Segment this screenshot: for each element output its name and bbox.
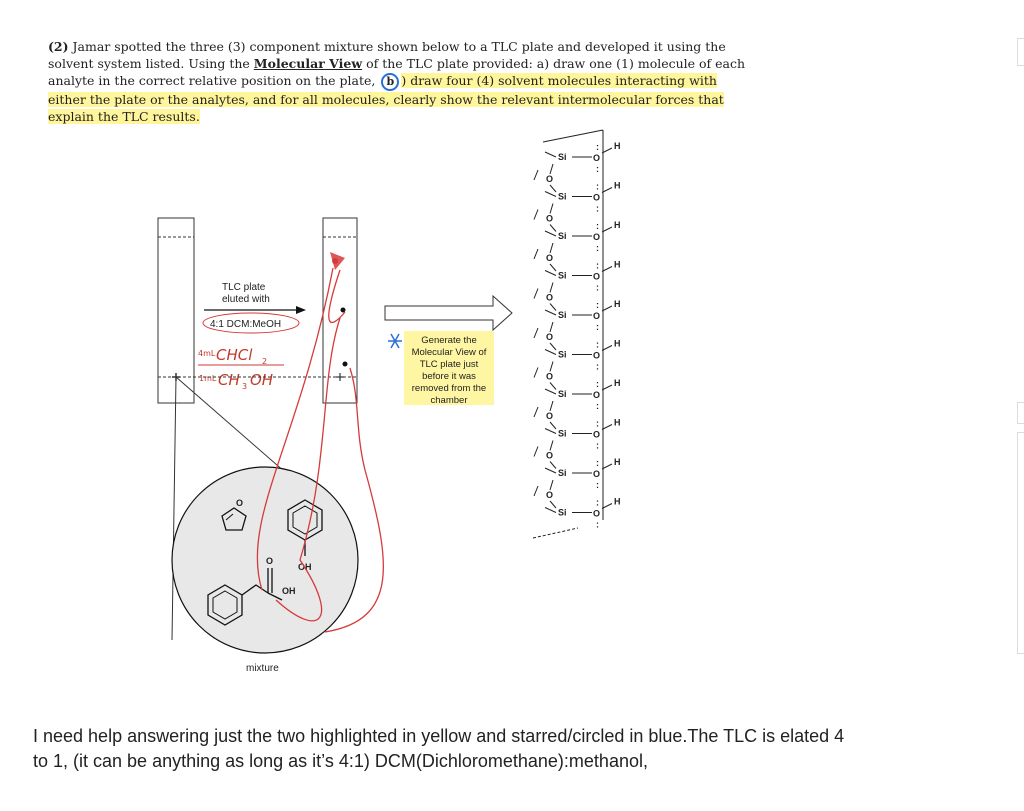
dangling-bond bbox=[534, 328, 538, 338]
bridge-bond-upper bbox=[550, 204, 553, 214]
silanol-o-atom: O bbox=[593, 390, 601, 400]
o-label-1: O bbox=[236, 498, 244, 508]
hand-line-2: CH bbox=[218, 371, 240, 389]
help-text: I need help answering just the two highlighted in yellow and starred/circled in blue.The TLC is elated 4 to 1, (it can be anything as long as it’s 4:1) DCM(Dichloromethane):methanol, bbox=[33, 726, 845, 771]
si-bond-upper bbox=[545, 192, 556, 197]
part-b-highlight: ) draw four (4) solvent molecules interacting with either the plate or the analytes, and for all molecules, clearly show the relevant intermolecular forces that explain the TLC results. bbox=[48, 73, 724, 124]
bridge-bond-upper bbox=[550, 322, 553, 332]
bridge-o-atom: O bbox=[546, 213, 554, 224]
silanol-h-atom: H bbox=[614, 378, 621, 388]
si-bond-upper bbox=[545, 310, 556, 315]
lone-pair-bottom: : bbox=[596, 203, 599, 214]
si-bond-upper bbox=[545, 271, 556, 276]
hand-prefix-1: 4mL bbox=[198, 349, 216, 358]
si-atom: Si bbox=[558, 191, 567, 202]
mixture-zoom bbox=[172, 377, 358, 674]
dangling-bond bbox=[534, 289, 538, 299]
bridge-bond-lower bbox=[550, 501, 556, 508]
lone-pair-bottom: : bbox=[596, 243, 599, 253]
dangling-bond bbox=[534, 447, 538, 457]
o-label-2: O bbox=[266, 556, 274, 566]
lone-pair-bottom: : bbox=[596, 322, 599, 332]
plate-label-1: TLC plate bbox=[222, 282, 266, 293]
si-atom: Si bbox=[558, 428, 567, 439]
lone-pair-top: : bbox=[596, 221, 599, 231]
bridge-o-atom: O bbox=[546, 253, 554, 263]
hand-sub-2: 3 bbox=[242, 382, 248, 391]
si-atom: Si bbox=[558, 468, 567, 478]
bridge-bond-upper bbox=[550, 243, 553, 253]
question-text-2: of the TLC plate provided: a) draw one (1) molecule of each analyte in the correct relative position on the plate, bbox=[48, 56, 746, 88]
spot-middle bbox=[341, 308, 346, 313]
bridge-bond-upper bbox=[550, 480, 553, 490]
handwritten-notes bbox=[198, 346, 284, 391]
right-edge-tab-1 bbox=[1017, 38, 1024, 66]
silanol-h-atom: H bbox=[614, 338, 621, 349]
silanol-o-atom: O bbox=[593, 192, 601, 203]
si-atom: Si bbox=[558, 152, 567, 162]
oh-label-1: OH bbox=[298, 562, 312, 572]
bridge-bond-upper bbox=[550, 164, 553, 174]
hand-line-1: CHCl bbox=[216, 346, 253, 364]
si-atom: Si bbox=[558, 389, 567, 399]
silanol-o-atom: O bbox=[593, 469, 601, 479]
part-b-circled: b bbox=[381, 73, 399, 91]
si-atom: Si bbox=[558, 270, 567, 281]
generate-line-4: before it was bbox=[422, 371, 476, 382]
generate-line-6: chamber bbox=[430, 395, 468, 406]
lone-pair-top: : bbox=[596, 339, 599, 350]
lone-pair-bottom: : bbox=[596, 519, 599, 530]
silanol-h-atom: H bbox=[614, 141, 621, 151]
dangling-bond bbox=[534, 368, 538, 378]
silanol-h-atom: H bbox=[614, 299, 621, 309]
si-bond-upper bbox=[545, 468, 556, 473]
question-number: (2) bbox=[48, 39, 69, 54]
bridge-o-atom: O bbox=[546, 490, 554, 500]
dangling-bond bbox=[534, 249, 538, 259]
lone-pair-bottom: : bbox=[596, 282, 599, 293]
lone-pair-bottom: : bbox=[596, 361, 599, 372]
bridge-bond-lower bbox=[550, 383, 556, 390]
elution-label bbox=[203, 282, 306, 333]
lone-pair-bottom: : bbox=[596, 164, 599, 174]
hand-sub-1: 2 bbox=[262, 357, 268, 366]
dangling-bond bbox=[534, 407, 538, 417]
si-atom: Si bbox=[558, 231, 567, 241]
blue-star-mark bbox=[388, 334, 402, 348]
bridge-o-atom: O bbox=[546, 174, 554, 184]
lone-pair-top: : bbox=[596, 181, 599, 192]
silanol-h-atom: H bbox=[614, 457, 621, 467]
dangling-bond bbox=[534, 210, 538, 220]
molecular-view-term: Molecular View bbox=[253, 56, 363, 71]
lone-pair-top: : bbox=[596, 497, 599, 508]
generate-line-3: TLC plate just bbox=[419, 359, 479, 370]
bridge-bond-lower bbox=[550, 462, 556, 469]
lone-pair-top: : bbox=[596, 379, 599, 389]
generate-line-1: Generate the bbox=[421, 335, 477, 346]
tlc-plate-before bbox=[158, 218, 194, 403]
hand-prefix-2: 1mL bbox=[199, 374, 217, 383]
silanol-o-atom: O bbox=[593, 153, 601, 163]
generate-line-2: Molecular View of bbox=[411, 347, 487, 358]
bridge-o-atom: O bbox=[546, 411, 554, 421]
bridge-bond-upper bbox=[550, 362, 553, 372]
bridge-o-atom: O bbox=[546, 292, 554, 303]
bridge-bond-lower bbox=[550, 225, 556, 232]
question-text-1: Jamar spotted the three (3) component mixture shown below to a TLC plate and developed it using the solvent system listed. Using the bbox=[48, 39, 726, 71]
silanol-o-atom: O bbox=[593, 271, 601, 282]
bridge-o-atom: O bbox=[546, 332, 554, 342]
spot-low bbox=[343, 362, 348, 367]
silanol-o-atom: O bbox=[593, 311, 601, 321]
si-bond-upper bbox=[545, 152, 556, 157]
silanol-h-atom: H bbox=[614, 496, 621, 507]
mixture-label: mixture bbox=[246, 663, 279, 674]
bridge-bond-upper bbox=[550, 441, 553, 451]
generate-arrow bbox=[385, 296, 512, 330]
generate-label bbox=[404, 331, 494, 406]
si-bond-upper bbox=[545, 231, 556, 236]
generate-line-5: removed from the bbox=[411, 383, 487, 394]
silanol-h-atom: H bbox=[614, 259, 621, 270]
bridge-bond-lower bbox=[550, 185, 556, 192]
silanol-o-atom: O bbox=[593, 350, 601, 361]
lone-pair-bottom: : bbox=[596, 401, 599, 411]
si-atom: Si bbox=[558, 349, 567, 360]
lone-pair-top: : bbox=[596, 418, 599, 429]
lone-pair-top: : bbox=[596, 142, 599, 152]
si-bond-upper bbox=[545, 508, 556, 513]
bridge-bond-lower bbox=[550, 304, 556, 311]
silanol-h-atom: H bbox=[614, 180, 621, 191]
lone-pair-top: : bbox=[596, 300, 599, 310]
lone-pair-bottom: : bbox=[596, 480, 599, 490]
si-bond-upper bbox=[545, 429, 556, 434]
silica-bottom-edge bbox=[533, 528, 578, 538]
si-atom: Si bbox=[558, 310, 567, 320]
silanol-o-atom: O bbox=[593, 429, 601, 440]
bridge-bond-upper bbox=[550, 401, 553, 411]
lone-pair-top: : bbox=[596, 458, 599, 468]
lone-pair-bottom: : bbox=[596, 440, 599, 451]
bridge-bond-lower bbox=[550, 264, 556, 271]
si-bond-upper bbox=[545, 350, 556, 355]
oh-label-2: OH bbox=[282, 586, 296, 596]
silanol-o-atom: O bbox=[593, 508, 601, 519]
bridge-bond-upper bbox=[550, 283, 553, 293]
silanol-h-atom: H bbox=[614, 220, 621, 230]
bridge-bond-lower bbox=[550, 343, 556, 350]
si-bond-upper bbox=[545, 389, 556, 394]
silanol-h-atom: H bbox=[614, 417, 621, 428]
plate-label-2: eluted with bbox=[222, 294, 270, 305]
silanol-o-atom: O bbox=[593, 232, 601, 242]
silica-surface bbox=[533, 130, 621, 538]
bridge-o-atom: O bbox=[546, 371, 554, 382]
bridge-bond-lower bbox=[550, 422, 556, 429]
dangling-bond bbox=[534, 486, 538, 496]
lone-pair-top: : bbox=[596, 260, 599, 271]
right-edge-tab-2 bbox=[1017, 402, 1024, 424]
solvent-system-label: 4:1 DCM:MeOH bbox=[210, 319, 282, 330]
bridge-o-atom: O bbox=[546, 450, 554, 461]
silica-top-edge bbox=[543, 130, 603, 142]
si-atom: Si bbox=[558, 507, 567, 518]
hand-line-2b: OH bbox=[250, 371, 274, 389]
right-edge-tab-3 bbox=[1017, 432, 1024, 654]
dangling-bond bbox=[534, 170, 538, 180]
